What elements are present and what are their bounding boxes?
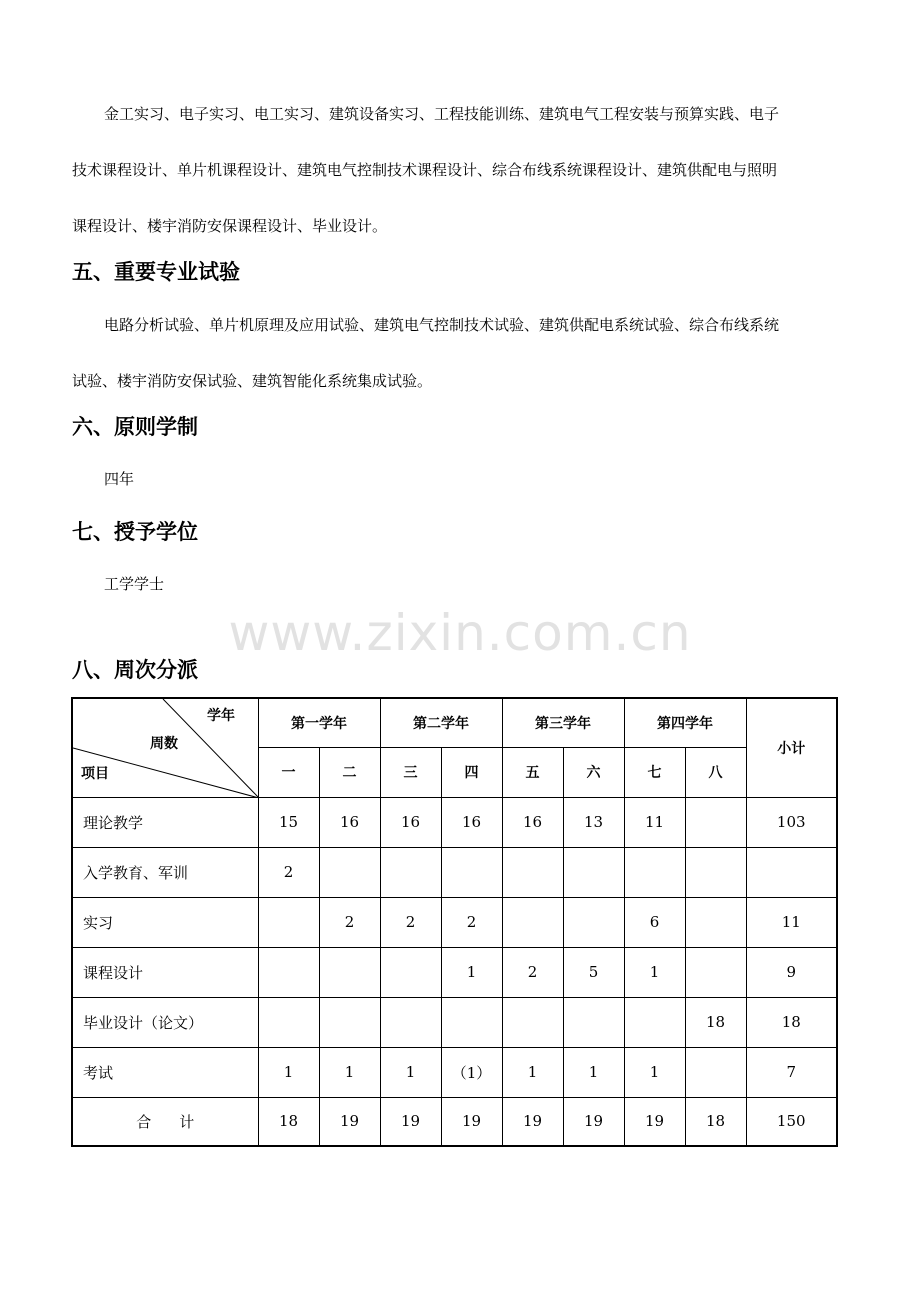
table-cell: [258, 897, 319, 947]
row-label: 实习: [72, 897, 258, 947]
table-cell: 15: [258, 797, 319, 847]
total-cell: 18: [685, 1097, 746, 1146]
table-cell: 6: [624, 897, 685, 947]
table-row: [72, 897, 837, 947]
paragraph-line: 技术课程设计、单片机课程设计、建筑电气控制技术课程设计、综合布线系统课程设计、建筑供配电与照明: [72, 161, 778, 179]
year-header-4: 第四学年: [624, 698, 746, 747]
total-cell: 19: [563, 1097, 624, 1146]
semester-header: 七: [624, 747, 685, 797]
semester-header: 四: [441, 747, 502, 797]
total-row: [72, 1097, 837, 1146]
table-cell: [319, 997, 380, 1047]
practice-paragraph: [72, 86, 842, 254]
table-cell: 1: [258, 1047, 319, 1097]
subtotal-cell: 9: [746, 947, 837, 997]
grand-total-cell: 150: [746, 1097, 837, 1146]
table-cell: [502, 997, 563, 1047]
table-cell: [685, 847, 746, 897]
subtotal-cell: 18: [746, 997, 837, 1047]
table-cell: [380, 947, 441, 997]
semester-header: 二: [319, 747, 380, 797]
table-cell: [502, 897, 563, 947]
semester-header: 三: [380, 747, 441, 797]
table-cell: 1: [441, 947, 502, 997]
total-cell: 19: [624, 1097, 685, 1146]
table-cell: 16: [502, 797, 563, 847]
subtotal-cell: 103: [746, 797, 837, 847]
paragraph-line: 金工实习、电子实习、电工实习、建筑设备实习、工程技能训练、建筑电气工程安装与预算实践、电子: [104, 105, 780, 123]
table-cell: 5: [563, 947, 624, 997]
year-header-2: 第二学年: [380, 698, 502, 747]
semester-header: 六: [563, 747, 624, 797]
week-allocation-table: [71, 697, 838, 1147]
table-cell: [380, 847, 441, 897]
table-cell: 13: [563, 797, 624, 847]
table-cell: 1: [563, 1047, 624, 1097]
table-cell: 18: [685, 997, 746, 1047]
total-cell: 19: [441, 1097, 502, 1146]
table-cell: [685, 897, 746, 947]
table-cell: [441, 847, 502, 897]
table-row: [72, 997, 837, 1047]
semester-header: 一: [258, 747, 319, 797]
row-label: 毕业设计（论文）: [72, 997, 258, 1047]
year-header-3: 第三学年: [502, 698, 624, 747]
total-cell: 19: [380, 1097, 441, 1146]
paragraph-line: 课程设计、楼宇消防安保课程设计、毕业设计。: [72, 217, 388, 235]
paragraph-line: 电路分析试验、单片机原理及应用试验、建筑电气控制技术试验、建筑供配电系统试验、综合布线系统: [104, 316, 780, 334]
row-label: 理论教学: [72, 797, 258, 847]
paragraph-line: 试验、楼宇消防安保试验、建筑智能化系统集成试验。: [72, 372, 433, 390]
table-cell: 2: [319, 897, 380, 947]
total-cell: 18: [258, 1097, 319, 1146]
table-cell: [624, 847, 685, 897]
table-cell: 16: [380, 797, 441, 847]
table-cell: 2: [258, 847, 319, 897]
table-cell: 1: [624, 947, 685, 997]
table-cell: 2: [502, 947, 563, 997]
table-cell: [563, 847, 624, 897]
corner-label-year: 学年: [207, 708, 235, 724]
table-cell: [685, 1047, 746, 1097]
table-cell: 16: [441, 797, 502, 847]
total-cell: 19: [502, 1097, 563, 1146]
table-cell: [685, 947, 746, 997]
row-label: 课程设计: [72, 947, 258, 997]
experiments-paragraph: [72, 297, 842, 409]
table-cell: 2: [441, 897, 502, 947]
corner-label-item: 项目: [81, 766, 109, 782]
table-cell: [258, 997, 319, 1047]
corner-label-weeks: 周数: [150, 736, 178, 752]
year-header-1: 第一学年: [258, 698, 380, 747]
degree-text: 工学学士: [104, 575, 165, 593]
table-cell: [258, 947, 319, 997]
table-row: [72, 947, 837, 997]
section-heading-duration: 六、原则学制: [72, 415, 198, 439]
table-cell: [380, 997, 441, 1047]
section-heading-degree: 七、授予学位: [72, 520, 198, 544]
subtotal-cell: [746, 847, 837, 897]
table-cell: 1: [319, 1047, 380, 1097]
row-label: 入学教育、军训: [72, 847, 258, 897]
table-cell: 16: [319, 797, 380, 847]
table-cell: [563, 897, 624, 947]
row-label: 考试: [72, 1047, 258, 1097]
table-cell: [624, 997, 685, 1047]
watermark: www.zixin.com.cn: [228, 604, 692, 662]
table-row: [72, 797, 837, 847]
table-cell: （1）: [441, 1047, 502, 1097]
section-heading-experiments: 五、重要专业试验: [72, 260, 240, 284]
total-row-label: 合计: [72, 1097, 258, 1146]
table-cell: 1: [624, 1047, 685, 1097]
semester-header: 八: [685, 747, 746, 797]
table-cell: [441, 997, 502, 1047]
semester-header: 五: [502, 747, 563, 797]
table-row: [72, 847, 837, 897]
table-cell: 11: [624, 797, 685, 847]
subtotal-cell: 7: [746, 1047, 837, 1097]
table-cell: [685, 797, 746, 847]
section-heading-week-allocation: 八、周次分派: [72, 658, 198, 682]
duration-text: 四年: [104, 470, 135, 488]
table-cell: [319, 947, 380, 997]
table-row: [72, 1047, 837, 1097]
subtotal-header: 小计: [746, 698, 837, 797]
table-corner-header: [72, 698, 258, 797]
table-cell: [563, 997, 624, 1047]
table-cell: 1: [502, 1047, 563, 1097]
table-cell: [319, 847, 380, 897]
subtotal-cell: 11: [746, 897, 837, 947]
table-cell: [502, 847, 563, 897]
total-cell: 19: [319, 1097, 380, 1146]
table-cell: 2: [380, 897, 441, 947]
table-cell: 1: [380, 1047, 441, 1097]
